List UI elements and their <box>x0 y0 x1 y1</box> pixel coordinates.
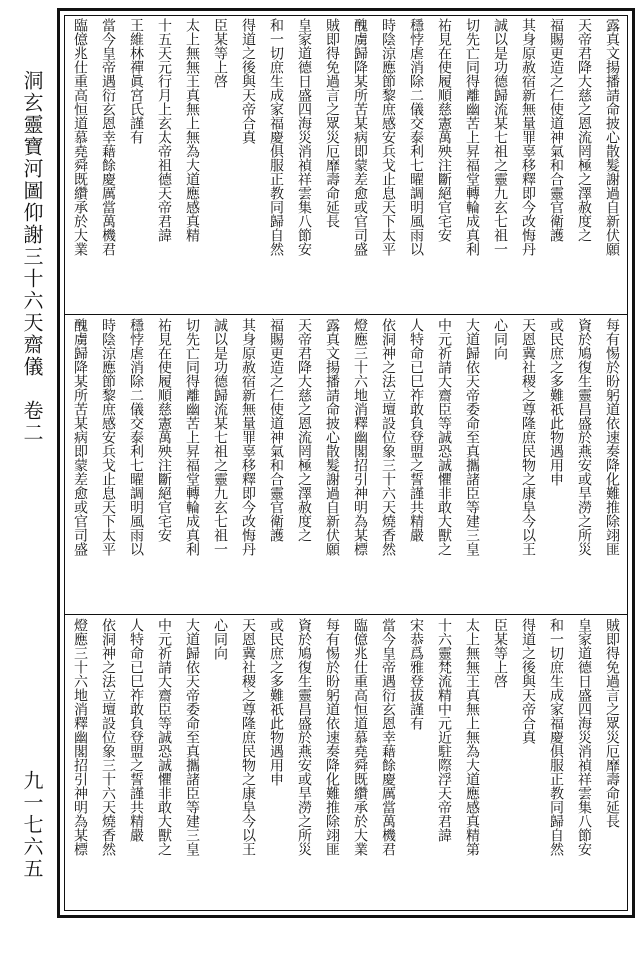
text-column: 誠以是功德歸流某七祖之靈九玄七祖一 <box>492 18 508 256</box>
text-column: 祐見在使履順慈憲萬殃注斷絕官宅安 <box>436 18 452 242</box>
text-column: 福賜更造之仁使道神氣和合靈官衛護 <box>268 318 284 542</box>
text-column: 切先亡同得離幽苦上昇福堂轉輪成真利 <box>184 318 200 556</box>
text-column: 臨億兆仕重高恒道慕堯舜既纘承於大業 <box>72 18 88 256</box>
text-column: 依洞神之法立壇設位象三十六天燒香然 <box>100 618 116 856</box>
text-column: 賊即得免過言之眾災厄靡壽命延長 <box>324 18 340 228</box>
text-column: 時陰涼應節黎庶感安兵戈止息天下太平 <box>100 318 116 556</box>
text-column: 人特命已巳祚敢負登盟之誓謹共精嚴 <box>128 618 144 842</box>
text-column: 當今皇帝遇衍玄恩幸藉餘慶厲當萬機君 <box>100 18 116 256</box>
panel-divider <box>65 614 627 615</box>
text-frame <box>57 8 635 918</box>
text-column: 燈應三十六地消釋幽閣招引神明為某標 <box>352 318 368 556</box>
text-column: 露真文揚播請命披心散髮謝過自新伏願 <box>604 18 620 256</box>
text-column: 或民庶之多難祇此物遇用申 <box>268 618 284 786</box>
text-column: 醜虜歸降某所苦某病即蒙差愈或官司盛 <box>72 318 88 556</box>
book-title: 洞玄靈寶河圖仰謝三十六天齋儀 卷二 <box>20 70 44 444</box>
text-column: 其身原赦宿新無量罪辜移釋即今改悔丹 <box>240 318 256 556</box>
text-column: 時陰涼應節黎庶感安兵戈止息天下太平 <box>380 18 396 256</box>
text-column: 和一切庶生成家福慶俱服正教同歸自然 <box>268 18 284 256</box>
text-column: 或民庶之多難祇此物遇用申 <box>548 318 564 486</box>
text-column: 天帝君降大慈之恩流罔極之澤赦度之 <box>296 318 312 542</box>
text-column: 天恩冀社稷之尊隆庶民物之康阜今以王 <box>520 318 536 556</box>
text-column: 心同向 <box>212 618 228 660</box>
text-column: 穩悖虐消除二儀交泰利七曜調明風雨以 <box>128 318 144 556</box>
text-column: 和一切庶生成家福慶俱服正教同歸自然 <box>548 618 564 856</box>
text-column: 心同向 <box>492 318 508 360</box>
text-column: 大道歸依天帝委命至真攜諸臣等建三皇 <box>464 318 480 556</box>
text-column: 資於鳩復生靈昌盛於燕安或旱澇之所災 <box>576 318 592 556</box>
text-column: 露真文揚播請命披心散髮謝過自新伏願 <box>324 318 340 556</box>
text-column: 宋恭爲雅登拔謹有 <box>408 618 424 730</box>
text-column: 每有惕於盼躬道依速奏降化難推除翊匪 <box>324 618 340 856</box>
text-column: 十五天元行月上玄太帝祖德天帝君諱 <box>156 18 172 242</box>
text-column: 天帝君降大慈之恩流罔極之澤赦度之 <box>576 18 592 242</box>
text-column: 祐見在使履順慈憲萬殃注斷絕官宅安 <box>156 318 172 542</box>
text-column: 誠以是功德歸流某七祖之靈九玄七祖一 <box>212 318 228 556</box>
text-column: 皇家道德日盛四海災消禎祥雲集八節安 <box>576 618 592 856</box>
text-column: 醜虜歸降某所苦某病即蒙差愈或官司盛 <box>352 18 368 256</box>
text-column: 當今皇帝遇衍玄恩幸藉餘慶厲當萬機君 <box>380 618 396 856</box>
text-column: 穩悖虐消除二儀交泰利七曜調明風雨以 <box>408 18 424 256</box>
text-column: 賊即得免過言之眾災厄靡壽命延長 <box>604 618 620 828</box>
text-column: 十六靈梵流精中元近駐際浮天帝君諱 <box>436 618 452 842</box>
text-column: 大道歸依天帝委命至真攜諸臣等建三皇 <box>184 618 200 856</box>
text-column: 其身原赦宿新無量罪辜移釋即今改悔丹 <box>520 18 536 256</box>
text-column: 天恩冀社稷之尊隆庶民物之康阜今以王 <box>240 618 256 856</box>
text-column: 中元祈請大齋臣等誠恐誠懼非敢大獸之 <box>436 318 452 556</box>
text-column: 福賜更造之仁使道神氣和合靈官衛護 <box>548 18 564 242</box>
text-column: 切先亡同得離幽苦上昇福堂轉輪成真利 <box>464 18 480 256</box>
text-column: 每有惕於盼躬道依速奏降化難推除翊匪 <box>604 318 620 556</box>
text-column: 資於鳩復生靈昌盛於燕安或旱澇之所災 <box>296 618 312 856</box>
text-column: 皇家道德日盛四海災消禎祥雲集八節安 <box>296 18 312 256</box>
page-number: 九一七六五 <box>20 770 44 880</box>
text-column: 依洞神之法立壇設位象三十六天燒香然 <box>380 318 396 556</box>
text-column: 得道之後與天帝合真 <box>520 618 536 744</box>
text-inner-border <box>64 15 628 911</box>
text-column: 燈應三十六地消釋幽閣招引神明為某標 <box>72 618 88 856</box>
text-column: 得道之後與天帝合真 <box>240 18 256 144</box>
text-column: 臣某等上啓 <box>492 618 508 688</box>
text-column: 臨億兆仕重高恒道慕堯舜既纘承於大業 <box>352 618 368 856</box>
text-column: 太上無無王真無上無為大道應感真精第 <box>464 618 480 856</box>
text-column: 中元祈請大齋臣等誠恐誠懼非敢大獸之 <box>156 618 172 856</box>
text-column: 太上無無王真無上無為大道應感真精 <box>184 18 200 242</box>
text-column: 王維林禪眞宮氏謹有 <box>128 18 144 144</box>
text-column: 臣某等上啓 <box>212 18 228 88</box>
panel-divider <box>65 314 627 315</box>
text-column: 人特命已巳祚敢負登盟之誓謹共精嚴 <box>408 318 424 542</box>
